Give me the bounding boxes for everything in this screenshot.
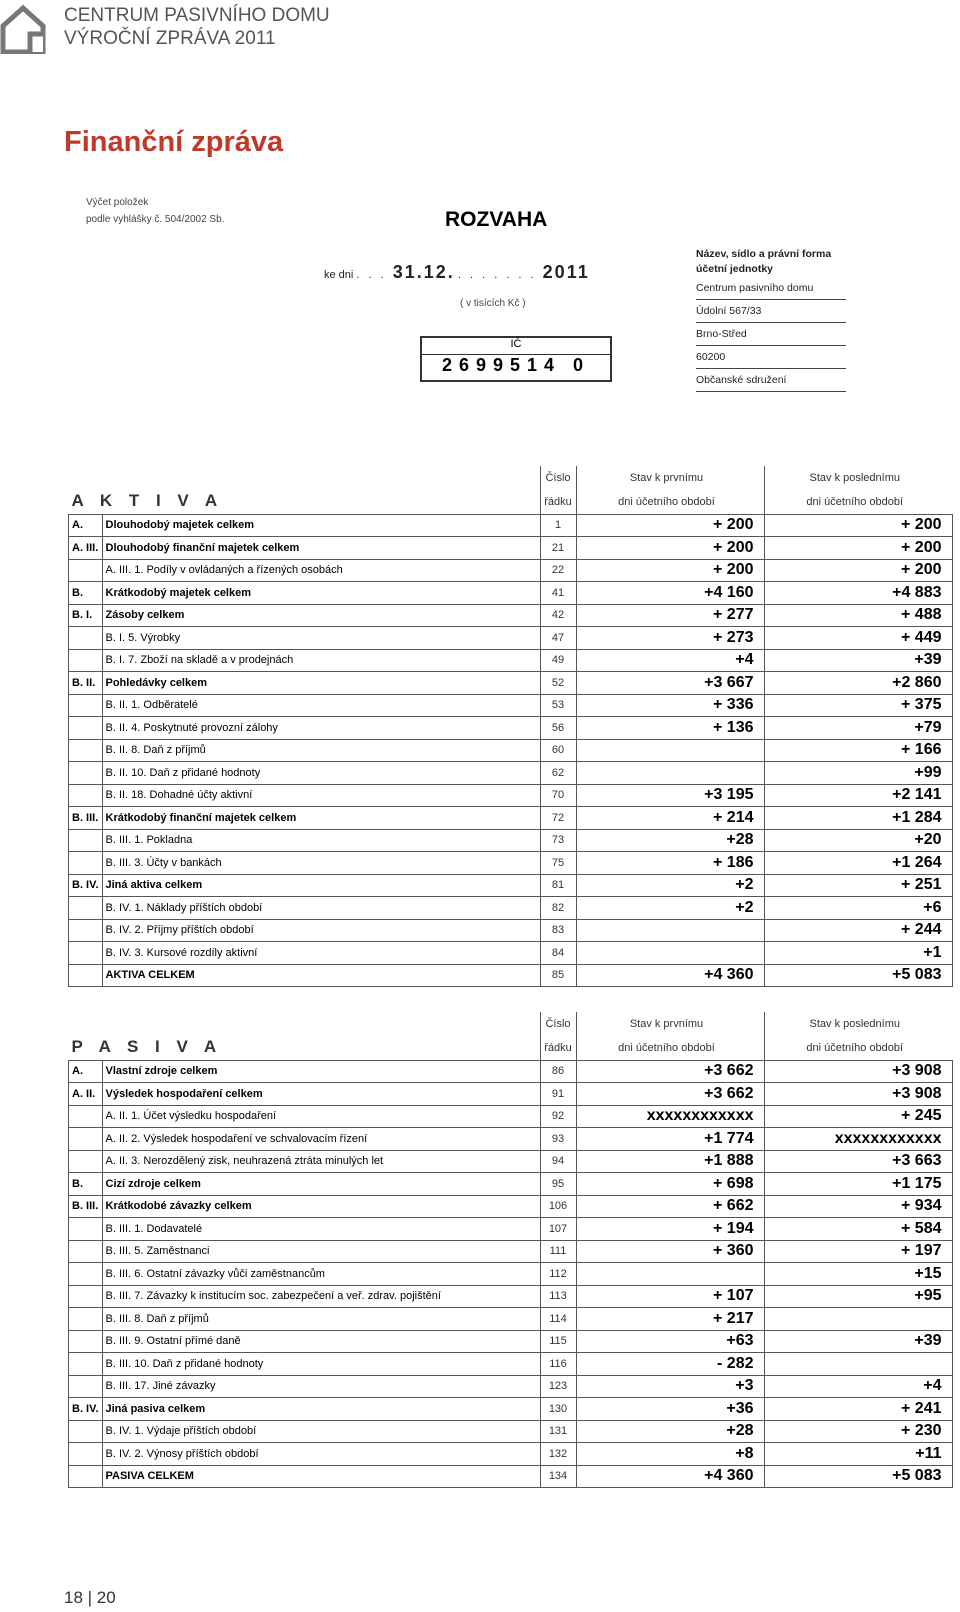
row-start-value: + 194 [576, 1218, 764, 1241]
row-number: 72 [540, 807, 576, 830]
table-row [69, 672, 953, 695]
row-end-value: + 245 [764, 1105, 952, 1128]
row-number: 111 [540, 1240, 576, 1263]
row-start-value [576, 762, 764, 785]
row-start-value: + 136 [576, 717, 764, 740]
col-end-header2: dni účetního období [806, 1041, 904, 1054]
form-note-line1: Výčet položek [86, 197, 149, 208]
row-end-value: +39 [764, 649, 952, 672]
form-title: ROZVAHA [445, 208, 548, 231]
row-code: B. III. [69, 807, 103, 830]
col-num-header2: řádku [540, 490, 576, 514]
ic-value: 2699514 0 [441, 355, 591, 375]
table-row [69, 1150, 953, 1173]
row-number: 132 [540, 1443, 576, 1466]
row-number: 123 [540, 1375, 576, 1398]
row-code [69, 1218, 103, 1241]
row-code [69, 762, 103, 785]
row-start-value [576, 942, 764, 965]
row-code: A. [69, 514, 103, 537]
row-number: 91 [540, 1083, 576, 1106]
row-code [69, 1128, 103, 1151]
table-row [69, 897, 953, 920]
row-start-value: +3 [576, 1375, 764, 1398]
row-code: B. I. [69, 604, 103, 627]
row-end-value: +3 908 [764, 1060, 952, 1083]
row-start-value: + 186 [576, 852, 764, 875]
row-code [69, 1353, 103, 1376]
row-start-value: +8 [576, 1443, 764, 1466]
row-end-value: + 934 [764, 1195, 952, 1218]
row-end-value: +3 663 [764, 1150, 952, 1173]
row-start-value: + 200 [576, 537, 764, 560]
table-row [69, 1375, 953, 1398]
row-number: 42 [540, 604, 576, 627]
row-number: 107 [540, 1218, 576, 1241]
row-number: 47 [540, 627, 576, 650]
row-end-value: + 200 [764, 559, 952, 582]
row-code [69, 649, 103, 672]
row-start-value: +1 774 [576, 1128, 764, 1151]
row-number: 93 [540, 1128, 576, 1151]
entity-block [696, 247, 846, 392]
row-code [69, 627, 103, 650]
row-label: Krátkodobý majetek celkem [102, 582, 540, 605]
row-code [69, 784, 103, 807]
row-start-value [576, 739, 764, 762]
row-code: A. II. [69, 1083, 103, 1106]
row-label: B. II. 8. Daň z příjmů [102, 739, 540, 762]
table-row [69, 582, 953, 605]
row-code [69, 717, 103, 740]
table-row [69, 1443, 953, 1466]
report-name: VÝROČNÍ ZPRÁVA 2011 [64, 28, 276, 49]
row-start-value: +3 662 [576, 1060, 764, 1083]
row-end-value: + 200 [764, 537, 952, 560]
row-start-value: + 217 [576, 1308, 764, 1331]
row-code [69, 739, 103, 762]
row-label: B. II. 18. Dohadné účty aktivní [102, 784, 540, 807]
date-day: 31.12. [392, 262, 455, 282]
row-number: 106 [540, 1195, 576, 1218]
table-row [69, 627, 953, 650]
row-code: B. [69, 1173, 103, 1196]
table-row [69, 942, 953, 965]
row-start-value: +4 160 [576, 582, 764, 605]
row-label: B. III. 17. Jiné závazky [102, 1375, 540, 1398]
row-number: 112 [540, 1263, 576, 1286]
row-start-value: + 277 [576, 604, 764, 627]
row-end-value: + 197 [764, 1240, 952, 1263]
row-label: B. III. 3. Účty v bankách [102, 852, 540, 875]
row-label: B. III. 6. Ostatní závazky vůči zaměstnancům [102, 1263, 540, 1286]
row-code [69, 1240, 103, 1263]
row-number: 84 [540, 942, 576, 965]
row-start-value: + 662 [576, 1195, 764, 1218]
row-label: B. III. 1. Dodavatelé [102, 1218, 540, 1241]
row-number: 83 [540, 919, 576, 942]
table-row [69, 739, 953, 762]
row-label: B. IV. 2. Příjmy příštích období [102, 919, 540, 942]
table-row [69, 1060, 953, 1083]
row-code [69, 1105, 103, 1128]
row-end-value: +2 860 [764, 672, 952, 695]
row-end-value [764, 1353, 952, 1376]
row-code [69, 1375, 103, 1398]
table-row [69, 919, 953, 942]
row-code [69, 1150, 103, 1173]
pasiva-title: P A S I V A [69, 1012, 541, 1060]
row-label: B. I. 7. Zboží na skladě a v prodejnách [102, 649, 540, 672]
row-number: 82 [540, 897, 576, 920]
row-label: A. II. 3. Nerozdělený zisk, neuhrazená ztráta minulých let [102, 1150, 540, 1173]
row-number: 21 [540, 537, 576, 560]
table-row [69, 1195, 953, 1218]
report-header [64, 4, 330, 50]
row-label: A. III. 1. Podíly v ovládaných a řízených osobách [102, 559, 540, 582]
row-code: B. IV. [69, 1398, 103, 1421]
row-code: B. IV. [69, 874, 103, 897]
aktiva-table [68, 466, 953, 987]
table-row [69, 1308, 953, 1331]
entity-line: Brno-Střed [696, 323, 846, 346]
table-row [69, 807, 953, 830]
row-number: 53 [540, 694, 576, 717]
row-label: B. IV. 3. Kursové rozdíly aktivní [102, 942, 540, 965]
entity-line: Občanské sdružení [696, 369, 846, 392]
row-start-value: + 107 [576, 1285, 764, 1308]
col-start-header2: dni účetního období [576, 490, 764, 514]
entity-line: Centrum pasivního domu [696, 277, 846, 300]
table-row [69, 1263, 953, 1286]
row-start-value: +63 [576, 1330, 764, 1353]
table-row [69, 1173, 953, 1196]
row-number: 130 [540, 1398, 576, 1421]
row-code: B. III. [69, 1195, 103, 1218]
row-label: Vlastní zdroje celkem [102, 1060, 540, 1083]
row-number: 1 [540, 514, 576, 537]
row-number: 95 [540, 1173, 576, 1196]
col-end-header2: dni účetního období [806, 495, 904, 508]
row-label: Výsledek hospodaření celkem [102, 1083, 540, 1106]
row-number: 70 [540, 784, 576, 807]
row-number: 41 [540, 582, 576, 605]
row-start-value: +2 [576, 897, 764, 920]
table-row [69, 649, 953, 672]
row-code [69, 1420, 103, 1443]
row-code [69, 1465, 103, 1488]
row-code: A. III. [69, 537, 103, 560]
row-start-value: xxxxxxxxxxxx [576, 1105, 764, 1128]
row-code [69, 1443, 103, 1466]
col-start-header2: dni účetního období [576, 1036, 764, 1060]
table-row [69, 559, 953, 582]
table-row [69, 1285, 953, 1308]
row-label: Zásoby celkem [102, 604, 540, 627]
entity-title2: účetní jednotky [696, 263, 774, 275]
row-label: B. III. 9. Ostatní přímé daně [102, 1330, 540, 1353]
table-row [69, 852, 953, 875]
row-label: AKTIVA CELKEM [102, 964, 540, 987]
row-code: B. II. [69, 672, 103, 695]
row-start-value: + 200 [576, 559, 764, 582]
row-number: 49 [540, 649, 576, 672]
row-label: B. IV. 1. Výdaje příštích období [102, 1420, 540, 1443]
section-title: Finanční zpráva [64, 126, 284, 158]
table-row [69, 1330, 953, 1353]
row-number: 114 [540, 1308, 576, 1331]
col-num-header: Číslo [540, 466, 576, 490]
table-row [69, 1105, 953, 1128]
row-label: Pohledávky celkem [102, 672, 540, 695]
row-number: 52 [540, 672, 576, 695]
pasiva-table [68, 1012, 953, 1488]
aktiva-title: A K T I V A [69, 466, 541, 514]
col-end-header: Stav k poslednímu [809, 472, 900, 484]
table-row [69, 964, 953, 987]
row-label: B. IV. 2. Výnosy příštích období [102, 1443, 540, 1466]
row-label: Jiná aktiva celkem [102, 874, 540, 897]
table-row [69, 1398, 953, 1421]
row-end-value: + 449 [764, 627, 952, 650]
row-label: B. II. 10. Daň z přidané hodnoty [102, 762, 540, 785]
table-row [69, 1420, 953, 1443]
row-start-value [576, 1263, 764, 1286]
row-end-value [764, 1308, 952, 1331]
row-label: A. II. 1. Účet výsledku hospodaření [102, 1105, 540, 1128]
row-code: B. [69, 582, 103, 605]
row-start-value: +28 [576, 1420, 764, 1443]
row-label: B. III. 5. Zaměstnanci [102, 1240, 540, 1263]
table-row [69, 1083, 953, 1106]
row-code [69, 964, 103, 987]
house-logo-icon [0, 4, 46, 54]
row-number: 85 [540, 964, 576, 987]
row-number: 134 [540, 1465, 576, 1488]
entity-title1: Název, sídlo a právní forma [696, 248, 832, 260]
row-label: A. II. 2. Výsledek hospodaření ve schvalovacím řízení [102, 1128, 540, 1151]
row-start-value: +4 360 [576, 1465, 764, 1488]
org-name: CENTRUM PASIVNÍHO DOMU [64, 5, 330, 26]
row-label: B. III. 8. Daň z příjmů [102, 1308, 540, 1331]
ic-box [420, 336, 612, 382]
row-code [69, 1263, 103, 1286]
row-number: 75 [540, 852, 576, 875]
row-label: B. II. 1. Odběratelé [102, 694, 540, 717]
row-code [69, 559, 103, 582]
row-start-value: +1 888 [576, 1150, 764, 1173]
row-start-value: +28 [576, 829, 764, 852]
row-end-value: +6 [764, 897, 952, 920]
row-start-value: +3 195 [576, 784, 764, 807]
row-code [69, 942, 103, 965]
row-end-value: +3 908 [764, 1083, 952, 1106]
row-start-value: + 214 [576, 807, 764, 830]
row-code [69, 919, 103, 942]
row-label: B. IV. 1. Náklady příštích období [102, 897, 540, 920]
row-end-value: xxxxxxxxxxxx [764, 1128, 952, 1151]
col-num-header: Číslo [540, 1012, 576, 1036]
row-end-value: +1 [764, 942, 952, 965]
row-end-value: +4 [764, 1375, 952, 1398]
table-row [69, 874, 953, 897]
row-start-value: + 360 [576, 1240, 764, 1263]
row-label: B. II. 4. Poskytnuté provozní zálohy [102, 717, 540, 740]
date-row: ke dni . . . 31.12. . . . . . . . 2011 [324, 262, 590, 282]
row-end-value: +20 [764, 829, 952, 852]
row-label: Jiná pasiva celkem [102, 1398, 540, 1421]
row-end-value: +95 [764, 1285, 952, 1308]
row-start-value: +3 667 [576, 672, 764, 695]
col-start-header: Stav k prvnímu [576, 1012, 764, 1036]
entity-line: 60200 [696, 346, 846, 369]
row-end-value: + 584 [764, 1218, 952, 1241]
col-start-header: Stav k prvnímu [576, 466, 764, 490]
table-row [69, 762, 953, 785]
row-number: 60 [540, 739, 576, 762]
row-number: 116 [540, 1353, 576, 1376]
row-code: A. [69, 1060, 103, 1083]
row-end-value: +4 883 [764, 582, 952, 605]
date-prefix: ke dni [324, 269, 354, 281]
table-row [69, 514, 953, 537]
table-row [69, 717, 953, 740]
ic-label: IČ [422, 338, 610, 355]
table-row [69, 1465, 953, 1488]
row-number: 131 [540, 1420, 576, 1443]
row-code [69, 852, 103, 875]
row-end-value: +39 [764, 1330, 952, 1353]
units-note: ( v tisících Kč ) [460, 298, 526, 309]
col-num-header2: řádku [540, 1036, 576, 1060]
table-row [69, 537, 953, 560]
row-label: PASIVA CELKEM [102, 1465, 540, 1488]
row-number: 92 [540, 1105, 576, 1128]
row-end-value: +1 284 [764, 807, 952, 830]
row-number: 81 [540, 874, 576, 897]
row-number: 62 [540, 762, 576, 785]
row-end-value: + 230 [764, 1420, 952, 1443]
form-note [86, 194, 224, 228]
row-end-value: + 200 [764, 514, 952, 537]
row-end-value: + 166 [764, 739, 952, 762]
row-number: 22 [540, 559, 576, 582]
row-start-value: + 698 [576, 1173, 764, 1196]
row-label: B. III. 10. Daň z přidané hodnoty [102, 1353, 540, 1376]
row-start-value: + 200 [576, 514, 764, 537]
date-year: 2011 [542, 262, 590, 282]
row-end-value: + 241 [764, 1398, 952, 1421]
row-label: Dlouhodobý majetek celkem [102, 514, 540, 537]
page-number: 18 | 20 [64, 1588, 116, 1607]
row-start-value: +4 360 [576, 964, 764, 987]
row-end-value: +79 [764, 717, 952, 740]
row-code [69, 694, 103, 717]
row-start-value: + 336 [576, 694, 764, 717]
row-code [69, 1330, 103, 1353]
row-code [69, 1285, 103, 1308]
row-code [69, 1308, 103, 1331]
row-end-value: +15 [764, 1263, 952, 1286]
row-end-value: + 488 [764, 604, 952, 627]
row-number: 94 [540, 1150, 576, 1173]
row-end-value: +99 [764, 762, 952, 785]
table-row [69, 604, 953, 627]
row-start-value: +3 662 [576, 1083, 764, 1106]
table-row [69, 694, 953, 717]
row-end-value: +1 175 [764, 1173, 952, 1196]
row-end-value: +5 083 [764, 1465, 952, 1488]
row-end-value: +2 141 [764, 784, 952, 807]
row-start-value: +36 [576, 1398, 764, 1421]
form-note-line2: podle vyhlášky č. 504/2002 Sb. [86, 214, 225, 225]
entity-line: Údolní 567/33 [696, 300, 846, 323]
row-start-value: + 273 [576, 627, 764, 650]
row-end-value: +11 [764, 1443, 952, 1466]
row-number: 73 [540, 829, 576, 852]
table-row [69, 1128, 953, 1151]
row-number: 56 [540, 717, 576, 740]
col-end-header: Stav k poslednímu [809, 1018, 900, 1030]
row-label: Cizí zdroje celkem [102, 1173, 540, 1196]
row-label: B. III. 1. Pokladna [102, 829, 540, 852]
row-number: 115 [540, 1330, 576, 1353]
row-label: B. III. 7. Závazky k institucím soc. zabezpečení a veř. zdrav. pojištění [102, 1285, 540, 1308]
row-label: B. I. 5. Výrobky [102, 627, 540, 650]
row-end-value: + 251 [764, 874, 952, 897]
row-end-value: +5 083 [764, 964, 952, 987]
row-code [69, 897, 103, 920]
table-row [69, 1218, 953, 1241]
row-start-value: - 282 [576, 1353, 764, 1376]
row-end-value: +1 264 [764, 852, 952, 875]
table-row [69, 829, 953, 852]
row-number: 86 [540, 1060, 576, 1083]
table-row [69, 784, 953, 807]
row-label: Dlouhodobý finanční majetek celkem [102, 537, 540, 560]
row-start-value [576, 919, 764, 942]
row-end-value: + 244 [764, 919, 952, 942]
row-number: 113 [540, 1285, 576, 1308]
row-end-value: + 375 [764, 694, 952, 717]
row-label: Krátkodobý finanční majetek celkem [102, 807, 540, 830]
row-start-value: +4 [576, 649, 764, 672]
row-code [69, 829, 103, 852]
row-start-value: +2 [576, 874, 764, 897]
table-row [69, 1240, 953, 1263]
table-row [69, 1353, 953, 1376]
row-label: Krátkodobé závazky celkem [102, 1195, 540, 1218]
